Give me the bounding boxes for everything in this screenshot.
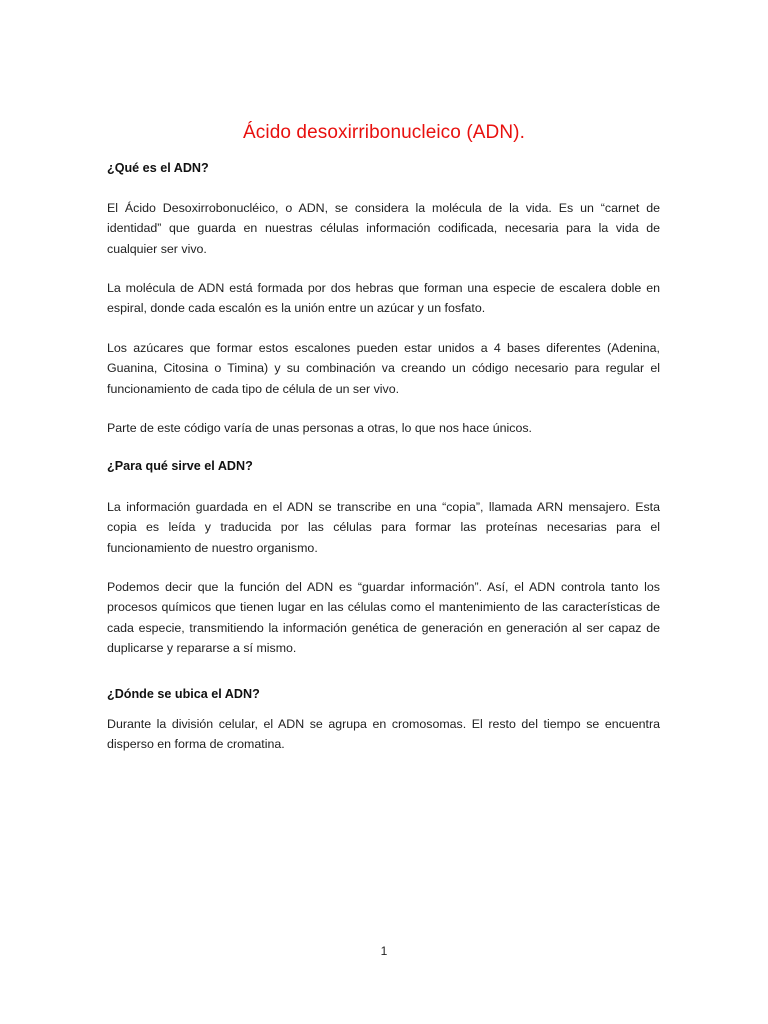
paragraph-transcription: La información guardada en el ADN se transcribe en una “copia”, llamada ARN mensajero. Esta copia es leída y traducida por las células para formar las proteínas necesarias para el funcionamiento de nuestro organismo.: [107, 500, 660, 555]
page-number: 1: [380, 944, 388, 958]
paragraph-structure: La molécula de ADN está formada por dos hebras que forman una especie de escalera doble en espiral, donde cada escalón es la unión entre un azúcar y un fosfato.: [107, 281, 660, 316]
paragraph-location: Durante la división celular, el ADN se agrupa en cromosomas. El resto del tiempo se encuentra disperso en forma de cromatina.: [107, 717, 660, 752]
paragraph-definition: El Ácido Desoxirrobonucléico, o ADN, se considera la molécula de la vida. Es un “carnet de identidad” que guarda en nuestras células información codificada, necesaria para la vida de cualquier ser vivo.: [107, 201, 660, 256]
section-heading-para-que-sirve: ¿Para qué sirve el ADN?: [107, 459, 253, 473]
paragraph-function: Podemos decir que la función del ADN es “guardar información”. Así, el ADN controla tanto los procesos químicos que tienen lugar en las células como el mantenimiento de las características de cada especie, transmitiendo la información genética de generación en generación al ser capaz de duplicarse y repararse a sí mismo.: [107, 580, 660, 655]
section-heading-donde-se-ubica: ¿Dónde se ubica el ADN?: [107, 687, 260, 701]
section-heading-que-es: ¿Qué es el ADN?: [107, 161, 209, 175]
paragraph-uniqueness: Parte de este código varía de unas personas a otras, lo que nos hace únicos.: [107, 421, 532, 435]
paragraph-bases: Los azúcares que formar estos escalones pueden estar unidos a 4 bases diferentes (Adenina, Guanina, Citosina o Timina) y su combinación va creando un código necesario para regular el funcionamiento de cada tipo de célula de un ser vivo.: [107, 341, 660, 396]
document-title: Ácido desoxirribonucleico (ADN).: [243, 122, 525, 143]
